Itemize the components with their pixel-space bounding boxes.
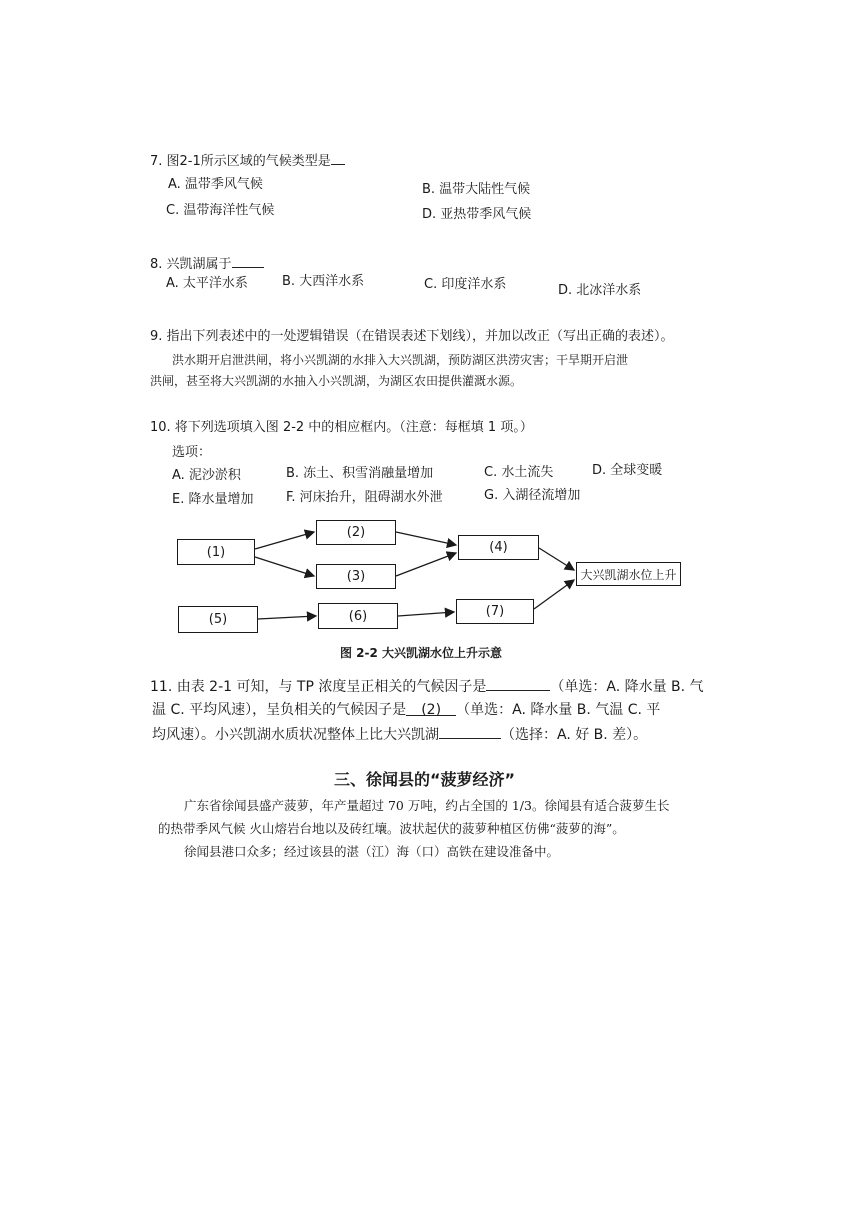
q7-stem-text: 7. 图2-1所示区域的气候类型是 [150,154,331,169]
q10-options-label: 选项： [172,445,212,460]
box-4-label: (4) [489,540,508,555]
diagram-box-4[interactable] [458,535,539,560]
q11-line3-b: （选择：A. 好 B. 差）。 [501,727,648,743]
q11-line2-b: （单选：A. 降水量 B. 气温 C. 平 [456,702,661,718]
q11-line1 [150,676,704,696]
arrow-2-4 [396,532,456,545]
q9-stem: 9. 指出下列表述中的一处逻辑错误（在错误表述下划线），并加以改正（写出正确的表述）。 [150,329,674,344]
q8-option-c: C. 印度洋水系 [424,277,507,292]
section-3-p1-line1: 广东省徐闻县盛产菠萝，年产量超过 70 万吨，约占全国的 1/3。徐闻县有适合菠萝生长 [184,798,670,813]
q8-option-b: B. 大西洋水系 [282,274,365,289]
box-1-label: (1) [206,544,226,560]
q10-option-f: F. 河床抬升，阻碍湖水外泄 [286,490,443,505]
section-3-title: 三、徐闻县的“菠萝经济” [334,770,516,789]
q11-line1-b: （单选：A. 降水量 B. 气 [550,679,704,695]
diagram-box-2[interactable] [316,520,396,545]
diagram-box-6[interactable] [318,603,398,629]
q7-option-a: A. 温带季风气候 [168,177,263,192]
arrow-1-2 [255,532,314,549]
q11-line3 [152,724,647,744]
box-6-label: (6) [348,608,368,624]
result-label: 大兴凯湖水位上升 [580,567,677,582]
arrow-4-result [539,548,574,570]
diagram-box-7[interactable] [456,599,534,624]
q8-stem-text: 8. 兴凯湖属于 [150,257,232,272]
q11-blank-2-text: (2) [421,702,442,718]
diagram-box-1[interactable] [177,539,255,565]
q11-blank-2[interactable] [406,701,456,716]
arrow-3-4 [396,553,456,576]
q10-option-g: G. 入湖径流增加 [484,488,581,503]
q8-option-a: A. 太平洋水系 [166,276,248,291]
q10-option-e: E. 降水量增加 [172,492,254,507]
q9-text-line2: 洪闸，甚至将大兴凯湖的水抽入小兴凯湖，为湖区农田提供灌溉水源。 [150,374,523,388]
box-2-label: (2) [346,525,366,540]
q7-option-d: D. 亚热带季风气候 [422,207,532,222]
q11-blank-1[interactable] [486,676,550,691]
q9-text-line1: 洪水期开启泄洪闸，将小兴凯湖的水排入大兴凯湖，预防湖区洪涝灾害；干旱期开启泄 [172,353,629,367]
diagram-box-5[interactable] [178,606,258,633]
q11-blank-3[interactable] [439,724,501,739]
box-5-label: (5) [208,612,228,627]
diagram-box-result [576,562,681,586]
diagram-box-3[interactable] [316,564,396,589]
q7-option-b: B. 温带大陆性气候 [422,182,531,197]
q11-line2 [152,701,660,719]
box-3-label: (3) [346,569,366,584]
q11-line2-a: 温 C. 平均风速），呈负相关的气候因子是 [152,702,407,718]
q7-option-c: C. 温带海洋性气候 [166,203,275,218]
q10-stem: 10. 将下列选项填入图 2-2 中的相应框内。（注意：每框填 1 项。） [150,420,533,435]
q11-line3-a: 均风速）。小兴凯湖水质状况整体上比大兴凯湖 [152,727,439,743]
q11-line1-a: 11. 由表 2-1 可知，与 TP 浓度呈正相关的气候因子是 [150,679,487,695]
q10-option-d: D. 全球变暖 [592,463,663,478]
arrow-5-6 [258,616,316,619]
arrow-1-3 [255,557,314,576]
q8-option-d: D. 北冰洋水系 [558,283,642,298]
box-7-label: (7) [485,604,505,619]
q10-option-a: A. 泥沙淤积 [172,468,241,483]
diagram-caption: 图 2-2 大兴凯湖水位上升示意 [340,646,503,660]
arrow-7-result [534,580,574,609]
arrow-6-7 [398,612,454,616]
section-3-p1-line2: 的热带季风气候 火山熔岩台地以及砖红壤。波状起伏的菠萝种植区仿佛“菠萝的海”。 [158,821,625,836]
q10-option-c: C. 水土流失 [484,465,554,480]
q10-option-b: B. 冻土、积雪消融量增加 [286,466,434,481]
section-3-p2: 徐闻县港口众多；经过该县的湛（江）海（口）高铁在建设准备中。 [184,844,560,859]
